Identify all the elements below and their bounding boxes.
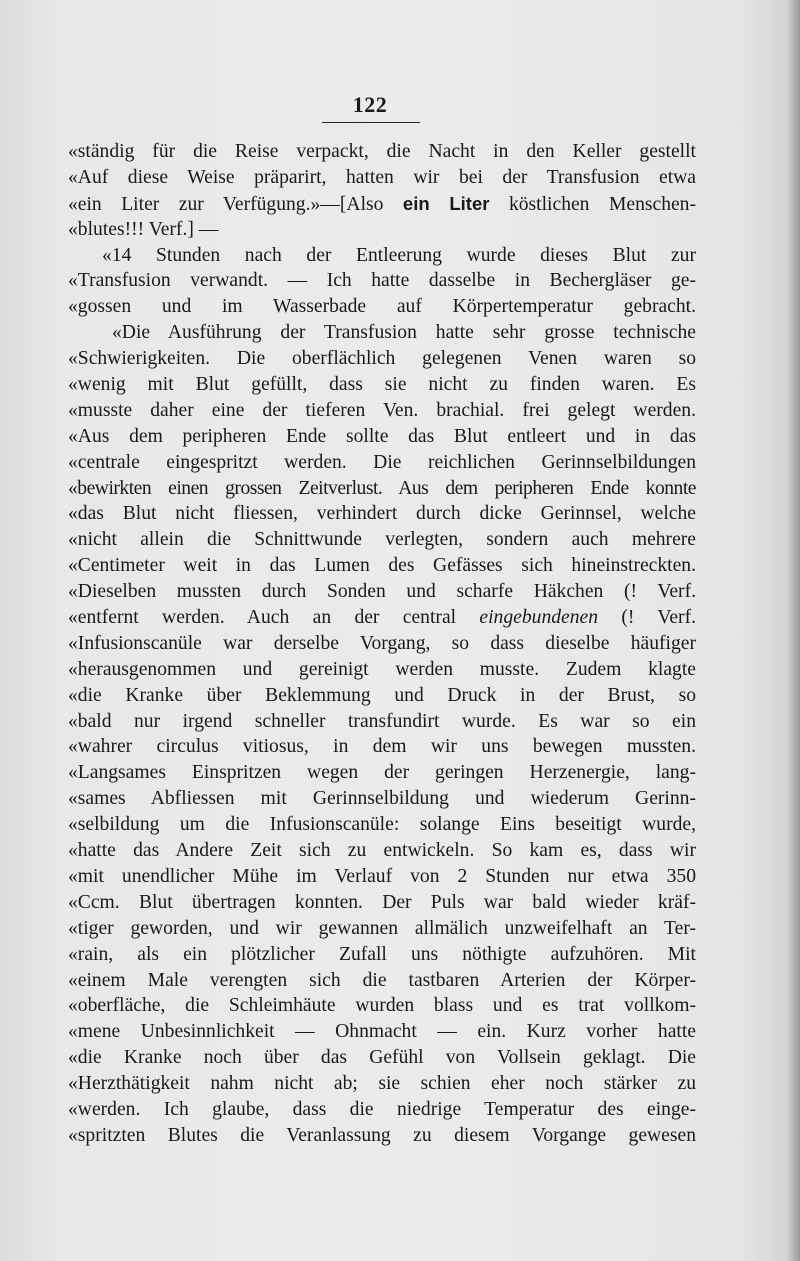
text-line: «Aus dem peripheren Ende sollte das Blut entleert und in das xyxy=(68,425,696,447)
text-run: «entfernt werden. Auch an der central xyxy=(68,607,480,629)
text-line: «Langsames Einspritzen wegen der geringen Herzenergie, lang- xyxy=(68,762,696,784)
text-line: «wahrer circulus vitiosus, in dem wir uns bewegen mussten. xyxy=(68,736,696,758)
text-line: «rain, als ein plötzlicher Zufall uns nöthigte aufzuhören. Mit xyxy=(68,943,696,965)
text-line: «nicht allein die Schnittwunde verlegten, sondern auch mehrere xyxy=(68,529,696,551)
text-line: «centrale eingespritzt werden. Die reichlichen Gerinnselbildungen xyxy=(68,451,696,473)
text-line: «das Blut nicht fliessen, verhindert durch dicke Gerinnsel, welche xyxy=(68,503,696,525)
emphasized-text: ein Liter xyxy=(402,192,490,214)
text-line: «selbildung um die Infusionscanüle: solange Eins beseitigt wurde, xyxy=(68,814,696,836)
text-line: «blutes!!! Verf.] — xyxy=(68,218,219,240)
text-line: «Centimeter weit in das Lumen des Gefässes sich hineinstreckten. xyxy=(68,555,696,577)
body-text xyxy=(68,139,696,1149)
text-line: «ständig für die Reise verpackt, die Nacht in den Keller gestellt xyxy=(68,141,696,162)
text-line: «herausgenommen und gereinigt werden musste. Zudem klagte xyxy=(68,658,696,680)
text-line: «die Kranke über Beklemmung und Druck in der Brust, so xyxy=(68,684,696,706)
text-line: «bald nur irgend schneller transfundirt wurde. Es war so ein xyxy=(68,710,696,732)
text-line: «spritzten Blutes die Veranlassung zu diesem Vorgange gewesen xyxy=(68,1124,696,1146)
text-run: «ein Liter zur Verfügung.»—[Also xyxy=(68,193,403,215)
text-run: (! Verf. xyxy=(598,607,697,629)
text-line: «mit unendlicher Mühe im Verlauf von 2 Stunden nur etwa 350 xyxy=(68,865,696,887)
text-line: «die Kranke noch über das Gefühl von Vollsein geklagt. Die xyxy=(68,1047,696,1069)
emphasized-text: eingebundenen xyxy=(479,607,599,629)
text-line: «werden. Ich glaube, dass die niedrige Temperatur des einge- xyxy=(68,1098,696,1120)
text-line: «gossen und im Wasserbade auf Körpertemperatur gebracht. xyxy=(68,296,696,318)
text-line: «bewirkten einen grossen Zeitverlust. Aus dem peripheren Ende konnte xyxy=(68,477,696,499)
text-line: «sames Abfliessen mit Gerinnselbildung und wiederum Gerinn- xyxy=(68,788,696,810)
page-number: 122 xyxy=(352,92,388,117)
page-number-rule xyxy=(322,122,420,123)
text-line: «mene Unbesinnlichkeit — Ohnmacht — ein. Kurz vorher hatte xyxy=(68,1021,696,1043)
text-line xyxy=(68,191,696,217)
text-line: «tiger geworden, und wir gewannen allmälich unzweifelhaft an Ter- xyxy=(68,917,696,939)
text-line: «Herzthätigkeit nahm nicht ab; sie schien eher noch stärker zu xyxy=(68,1073,696,1095)
text-line: «einem Male verengten sich die tastbaren Arterien der Körper- xyxy=(68,969,696,991)
text-run: köstlichen Menschen- xyxy=(489,193,697,215)
text-line: «hatte das Andere Zeit sich zu entwickeln. So kam es, dass wir xyxy=(68,840,696,862)
text-line xyxy=(68,605,696,631)
text-line: «Transfusion verwandt. — Ich hatte dasselbe in Bechergläser ge- xyxy=(68,270,696,292)
text-line: «Ccm. Blut übertragen konnten. Der Puls war bald wieder kräf- xyxy=(68,891,696,913)
text-line: «Schwierigkeiten. Die oberflächlich gelegenen Venen waren so xyxy=(68,348,696,370)
text-line: «Infusionscanüle war derselbe Vorgang, so dass dieselbe häufiger xyxy=(68,632,696,654)
text-line: «Auf diese Weise präparirt, hatten wir bei der Transfusion etwa xyxy=(68,166,696,188)
text-line: «Die Ausführung der Transfusion hatte sehr grosse technische xyxy=(112,322,696,344)
page-edge-shadow xyxy=(786,0,800,1261)
text-line: «wenig mit Blut gefüllt, dass sie nicht zu finden waren. Es xyxy=(68,374,696,396)
text-line: «oberfläche, die Schleimhäute wurden blass und es trat vollkom- xyxy=(68,995,696,1017)
text-line: «musste daher eine der tieferen Ven. brachial. frei gelegt werden. xyxy=(68,399,696,421)
text-line: «14 Stunden nach der Entleerung wurde dieses Blut zur xyxy=(102,244,696,266)
text-line: «Dieselben mussten durch Sonden und scharfe Häkchen (! Verf. xyxy=(68,581,696,603)
